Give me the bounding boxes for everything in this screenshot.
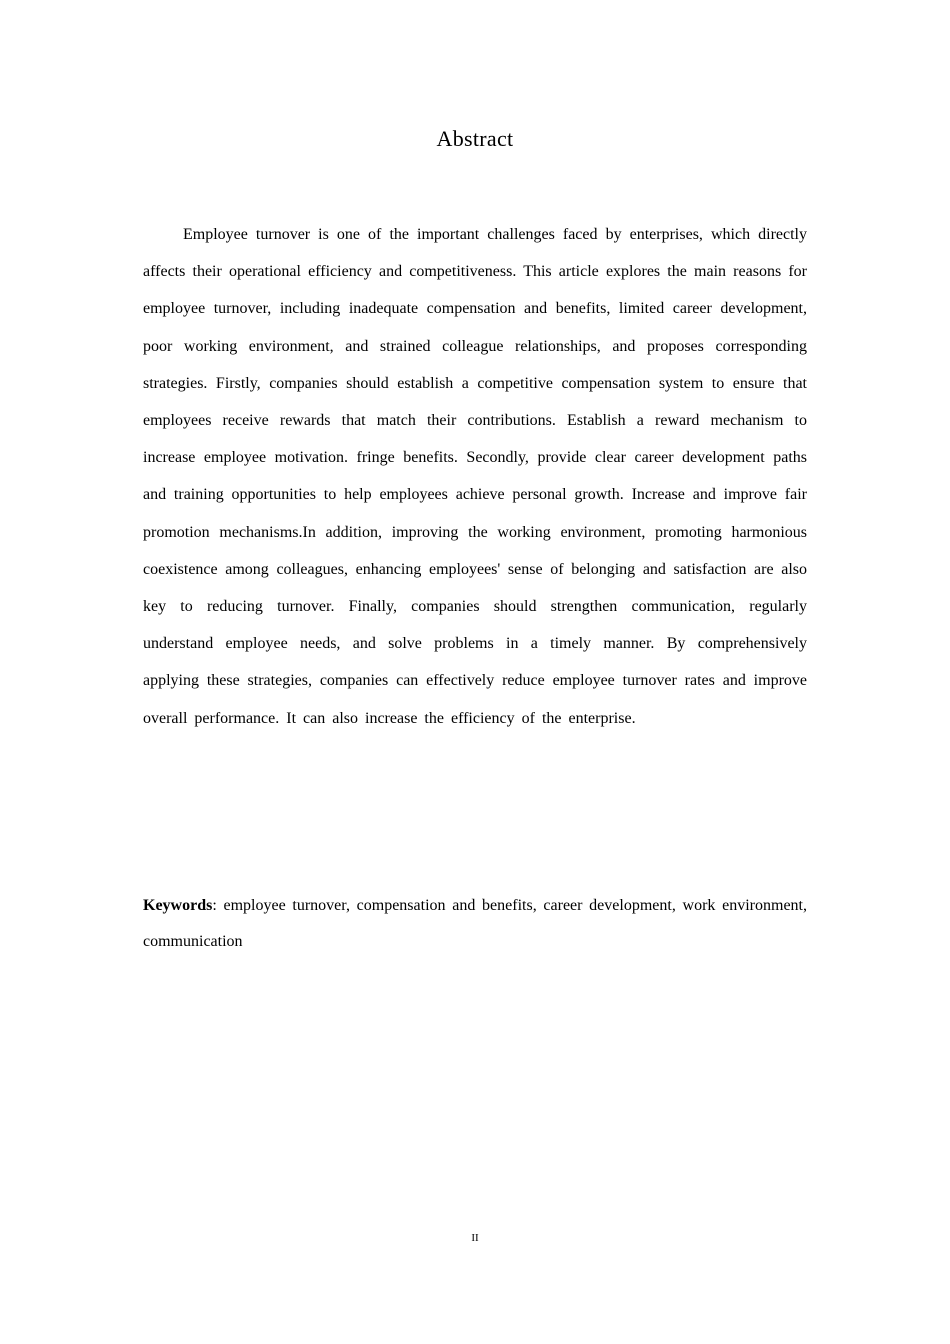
keywords-text: : employee turnover, compensation and benefits, career development, work environment, communication [143, 897, 807, 950]
abstract-paragraph: Employee turnover is one of the important challenges faced by enterprises, which directly affects their operational efficiency and competitiveness. This article explores the main reasons for employee turnover, including inadequate compensation and benefits, limited career development, poor working environment, and strained colleague relationships, and proposes corresponding strategies. Firstly, companies should establish a competitive compensation system to ensure that employees receive rewards that match their contributions. Establish a reward mechanism to increase employee motivation. fringe benefits. Secondly, provide clear career development paths and training opportunities to help employees achieve personal growth. Increase and improve fair promotion mechanisms.In addition, improving the working environment, promoting harmonious coexistence among colleagues, enhancing employees' sense of belonging and satisfaction are also key to reducing turnover. Finally, companies should strengthen communication, regularly understand employee needs, and solve problems in a timely manner. By comprehensively applying these strategies, companies can effectively reduce employee turnover rates and improve overall performance. It can also increase the efficiency of the enterprise. [143, 226, 807, 727]
page-number: II [471, 1232, 479, 1244]
keywords-label: Keywords [143, 897, 213, 914]
keywords-line [143, 888, 807, 960]
page-title: Abstract [436, 126, 514, 151]
